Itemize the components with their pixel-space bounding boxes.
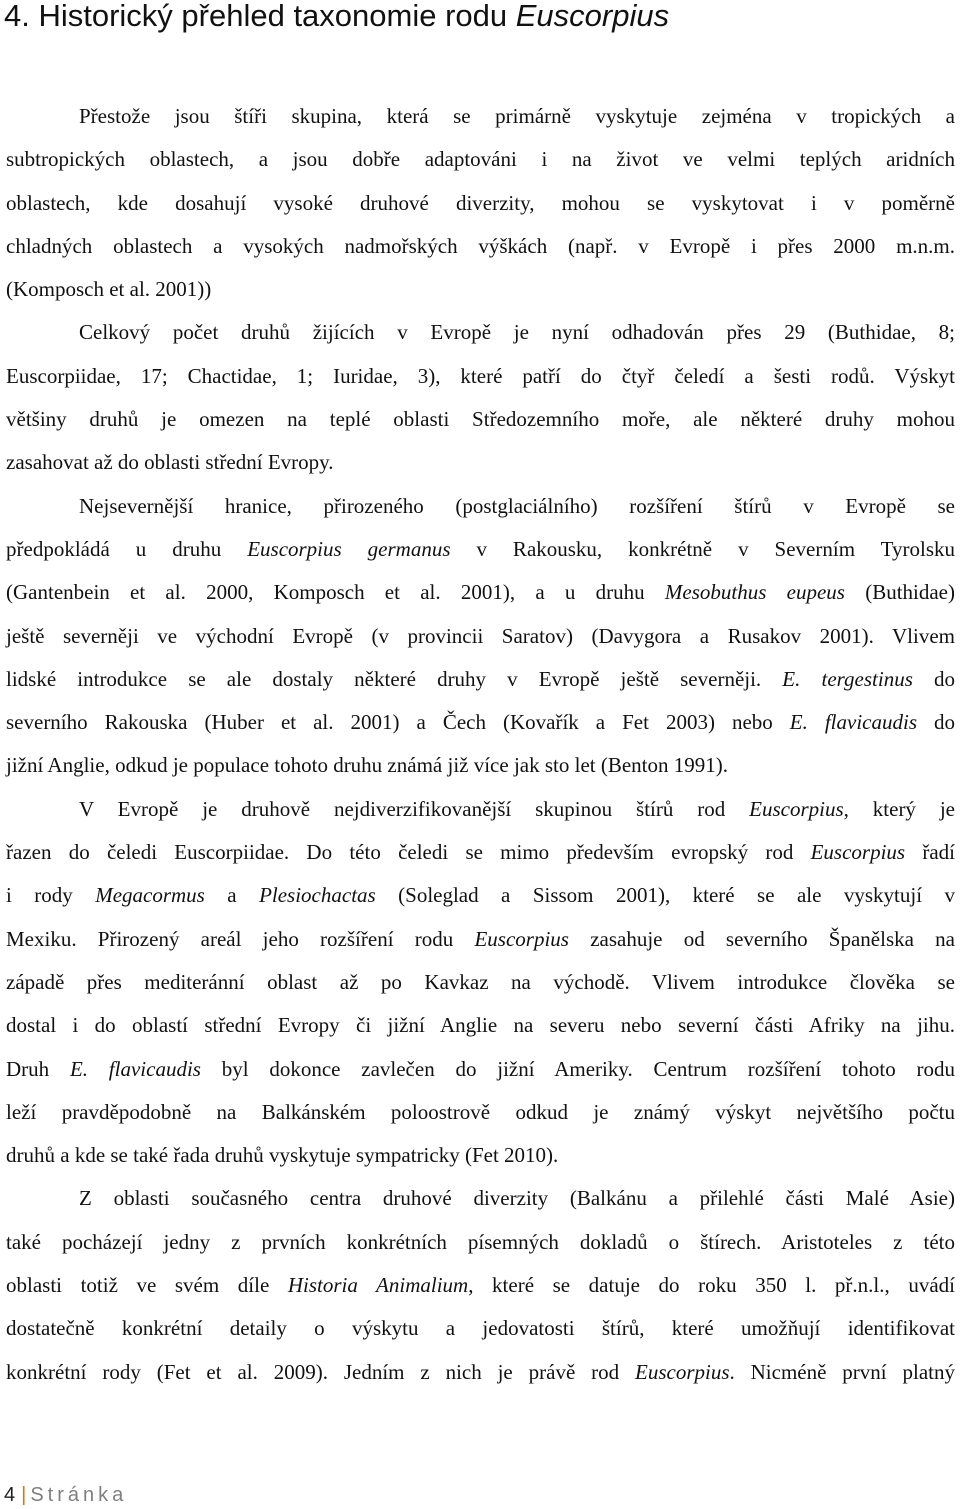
footer-separator: | (21, 1484, 27, 1506)
italic-taxon-name: Euscorpius germanus (247, 536, 451, 561)
text-run: byl dokonce zavlečen do jižní Ameriky. Centrum rozšíření tohoto rodu (200, 1056, 955, 1081)
text-line (6, 528, 955, 571)
text-run: konkrétní rody (Fet et al. 2009). Jedním z nich je právě rod (6, 1359, 636, 1384)
text-line (6, 1307, 955, 1350)
text-run: Celkový počet druhů žijících v Evropě je nyní odhadován přes 29 (Buthidae, 8; (79, 320, 955, 345)
text-run: v Rakousku, konkrétně v Severním Tyrolsku (450, 536, 955, 561)
text-line (6, 1351, 955, 1394)
text-run: , který je (843, 796, 955, 821)
text-line (6, 788, 955, 831)
text-run: (Buthidae) (844, 580, 955, 605)
text-run: Přestože jsou štíři skupina, která se primárně vyskytuje zejména v tropických a (79, 104, 955, 128)
text-line (6, 182, 955, 225)
italic-taxon-name: Megacormus (95, 883, 205, 908)
text-line (6, 615, 955, 658)
heading-text: 4. Historický přehled taxonomie rodu (4, 0, 516, 33)
text-run: V Evropě je druhově nejdiverzifikovanější skupinou štírů rod (79, 796, 750, 821)
text-run: oblastech, kde dosahují vysoké druhové diverzity, mohou se vyskytovat i v poměrně (6, 190, 955, 215)
text-run: (Soleglad a Sissom 2001), které se ale vyskytují v (375, 883, 955, 908)
text-line (6, 355, 955, 398)
text-line (6, 831, 955, 874)
italic-taxon-name: E. flavicaudis (789, 710, 917, 735)
text-line (6, 571, 955, 614)
text-run: Druh (6, 1056, 70, 1081)
text-line (6, 1134, 955, 1177)
body-text (6, 95, 955, 1394)
text-line (6, 961, 955, 1004)
text-run: lidské introdukce se ale dostaly některé druhy v Evropě ještě severněji. (6, 666, 783, 691)
text-run: do (912, 666, 955, 691)
text-run: řadí (905, 840, 955, 865)
text-line (6, 311, 955, 354)
text-line (6, 95, 955, 138)
text-line (6, 138, 955, 181)
text-run: předpokládá u druhu (6, 536, 248, 561)
italic-taxon-name: Mesobuthus eupeus (664, 580, 845, 605)
text-line (6, 1221, 955, 1264)
text-run: , které se datuje do roku 350 l. př.n.l., uvádí (468, 1273, 955, 1298)
text-line (6, 268, 955, 311)
text-run: Nejsevernější hranice, přirozeného (postglaciálního) rozšíření štírů v Evropě se (79, 493, 955, 518)
text-line (6, 1048, 955, 1091)
text-run: oblasti totiž ve svém díle (6, 1273, 288, 1298)
text-run: druhů a kde se také řada druhů vyskytuje sympatricky (Fet 2010). (6, 1143, 559, 1168)
text-line (6, 485, 955, 528)
text-run: (Komposch et al. 2001)) (6, 277, 212, 302)
text-run: zasahuje od severního Španělska na (568, 926, 955, 951)
text-line (6, 1004, 955, 1047)
text-run: většiny druhů je omezen na teplé oblasti Středozemního moře, ale některé druhy mohou (6, 407, 955, 432)
section-heading (4, 0, 954, 38)
text-line (6, 701, 955, 744)
page-number: 4 (4, 1484, 16, 1506)
text-run: Mexiku. Přirozený areál jeho rozšíření rodu (6, 926, 475, 951)
page-footer (4, 1482, 127, 1508)
text-run: jižní Anglie, odkud je populace tohoto druhu známá již více jak sto let (Benton 1991). (6, 753, 728, 778)
italic-taxon-name: Euscorpius (810, 840, 906, 865)
text-run: také pocházejí jedny z prvních konkrétních písemných dokladů o štírech. Aristoteles z této (6, 1229, 955, 1254)
text-run: západě přes mediteránní oblast až po Kavkaz na východě. Vlivem introdukce člověka se (6, 969, 955, 994)
text-run: leží pravděpodobně na Balkánském poloostrově odkud je známý výskyt největšího počtu (6, 1099, 955, 1124)
italic-taxon-name: Euscorpius (635, 1359, 730, 1384)
text-line (6, 658, 955, 701)
text-line (6, 874, 955, 917)
text-run: dostal i do oblastí střední Evropy či jižní Anglie na severu nebo severní části Afriky na jihu. (6, 1013, 955, 1038)
italic-taxon-name: Euscorpius (749, 796, 844, 821)
text-run: zasahovat až do oblasti střední Evropy. (6, 450, 334, 475)
text-line (6, 1264, 955, 1307)
italic-taxon-name: Historia Animalium (287, 1273, 469, 1298)
text-run: a (204, 883, 260, 908)
italic-taxon-name: Plesiochactas (259, 883, 376, 908)
heading-genus-name: Euscorpius (515, 0, 670, 33)
text-run: Euscorpiidae, 17; Chactidae, 1; Iuridae, 3), které patří do čtyř čeledí a šesti rodů. Výskyt (6, 363, 955, 388)
text-run: subtropických oblastech, a jsou dobře adaptováni i na život ve velmi teplých aridních (6, 147, 955, 172)
text-run: ještě severněji ve východní Evropě (v provincii Saratov) (Davygora a Rusakov 2001). Vlivem (6, 623, 955, 648)
text-line (6, 1091, 955, 1134)
text-run: chladných oblastech a vysokých nadmořských výškách (např. v Evropě i přes 2000 m.n.m. (6, 233, 955, 258)
text-line (6, 744, 955, 787)
text-run: řazen do čeledi Euscorpiidae. Do této čeledi se mimo především evropský rod (6, 840, 811, 865)
text-run: dostatečně konkrétní detaily o výskytu a jedovatosti štírů, které umožňují identifikovat (6, 1316, 955, 1341)
page-label: Stránka (30, 1484, 128, 1506)
italic-taxon-name: E. flavicaudis (69, 1056, 201, 1081)
text-run: do (917, 710, 956, 735)
text-line (6, 918, 955, 961)
text-run: Z oblasti současného centra druhové diverzity (Balkánu a přilehlé části Malé Asie) (79, 1186, 955, 1211)
text-line (6, 441, 955, 484)
text-run: . Nicméně první platný (729, 1359, 955, 1384)
text-line (6, 398, 955, 441)
text-run: i rody (6, 883, 96, 908)
text-line (6, 225, 955, 268)
text-line (6, 1177, 955, 1220)
text-run: (Gantenbein et al. 2000, Komposch et al. 2001), a u druhu (6, 580, 665, 605)
italic-taxon-name: Euscorpius (474, 926, 569, 951)
text-run: severního Rakouska (Huber et al. 2001) a Čech (Kovařík a Fet 2003) nebo (6, 710, 790, 735)
italic-taxon-name: E. tergestinus (782, 666, 913, 691)
